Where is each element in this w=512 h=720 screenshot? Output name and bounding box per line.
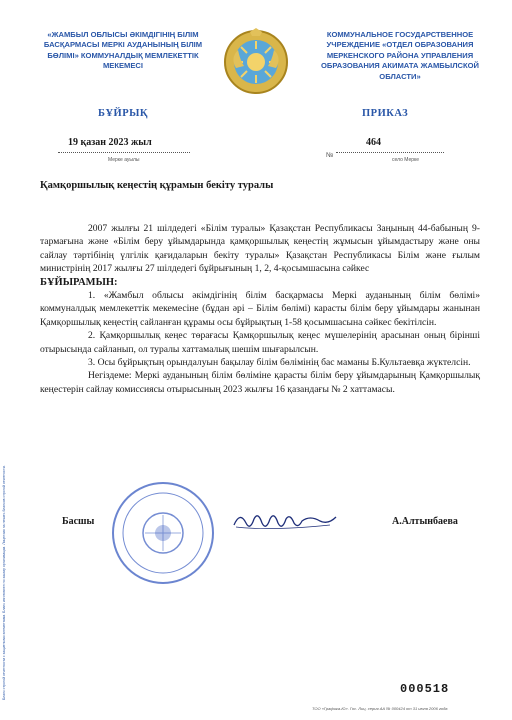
state-emblem-icon [222,28,290,96]
paragraph-preamble: 2007 жылғы 21 шілдедегі «Білім туралы» Қазақстан Республикасы Заңының 44-бабының 9-тармағына және «Білім беру ұйымдарында қамқоршылық кеңестің жұмысын ұйымдастыру және оны сайлау тәртібінің үлгілік қағидаларын бекіту туралы» Қазақстан Республикасы Білім және ғылым министрінің 2017 жылғы 27 шілдедегі бұйрығының 1, 2, 4-қосымшасына сәйкес [40,223,480,275]
doc-type-ru: ПРИКАЗ [362,108,409,119]
form-serial-number: 000518 [400,682,450,696]
document-title: Қамқоршылық кеңестің құрамын бекіту туралы [40,180,274,191]
header-org-ru: КОММУНАЛЬНОЕ ГОСУДАРСТВЕННОЕ УЧРЕЖДЕНИЕ «ОТДЕЛ ОБРАЗОВАНИЯ МЕРКЕНСКОГО РАЙОНА УПРАВЛЕНИЯ ОБРАЗОВАНИЯ АКИМАТА ЖАМБЫЛСКОЙ ОБЛАСТИ» [320,30,480,81]
paragraph-order-word: БҰЙЫРАМЫН: [40,276,118,288]
signature-label: Басшы [62,516,95,527]
paragraph-item-1: 1. «Жамбыл облысы әкімдігінің білім басқармасы Меркі ауданының білім бөлімі» коммуналдық мемлекеттік мекемесіне (бұдан әрі – Білім бөлімі) карасты білім беру ұйымдары жанынан Қамқоршылық кеңестің сайланған құрамы осы бұйрықтың 1-58 қосымшасына сәйкес бекітілсін. [40,290,480,328]
handwritten-signature-icon [230,505,340,535]
place-label-kz: Мерке ауылы [108,157,140,163]
printer-note: ТОО «Графика-Ю». Гос. Лиц. серия АА № 000424 от 31 июля 2006 года [312,706,448,711]
number-underline [336,152,444,153]
paragraph-item-3: 3. Осы бұйрықтың орындалуын бақылау білім бөлімінің бас маманы Б.Культаевқа жүктелсін. [88,357,471,369]
doc-date: 19 қазан 2023 жыл [68,137,152,148]
date-underline [58,152,190,153]
side-security-note: Бланк строгой отчетности с защитными элементами. Бланк изготовлен по заказу организации. Лицензия на печать бланков строгой отчетности. [2,465,6,700]
doc-number: 464 [366,137,381,148]
header-org-kz: «ЖАМБЫЛ ОБЛЫСЫ ӘКІМДІГІНІҢ БІЛІМ БАСҚАРМАСЫ МЕРКІ АУДАНЫНЫҢ БІЛІМ БӨЛІМІ» КОММУНАЛДЫҚ МЕМЛЕКЕТТІК МЕКЕМЕСІ [43,30,203,71]
paragraph-basis: Негіздеме: Меркі ауданының білім бөліміне қарасты білім беру ұйымдарының Қамқоршылық кеңестерін сайлау комиссиясы отырысының 2023 жылғы 16 қазандағы № 2 хаттамасы. [40,370,480,395]
official-seal-icon [108,478,218,588]
paragraph-item-2: 2. Қамқоршылық кеңес төрағасы Қамқоршылық кеңес мүшелерінің арасынан оның бірінші отырысында сайланып, ол туралы хаттамалық шешім шығарылсын. [40,330,480,355]
document-body [40,222,480,396]
doc-type-kz: БҰЙРЫҚ [98,108,149,119]
place-label-ru: село Мерке [392,157,420,163]
number-sign: № [326,152,334,159]
signatory-name: А.Алтынбаева [392,516,458,527]
